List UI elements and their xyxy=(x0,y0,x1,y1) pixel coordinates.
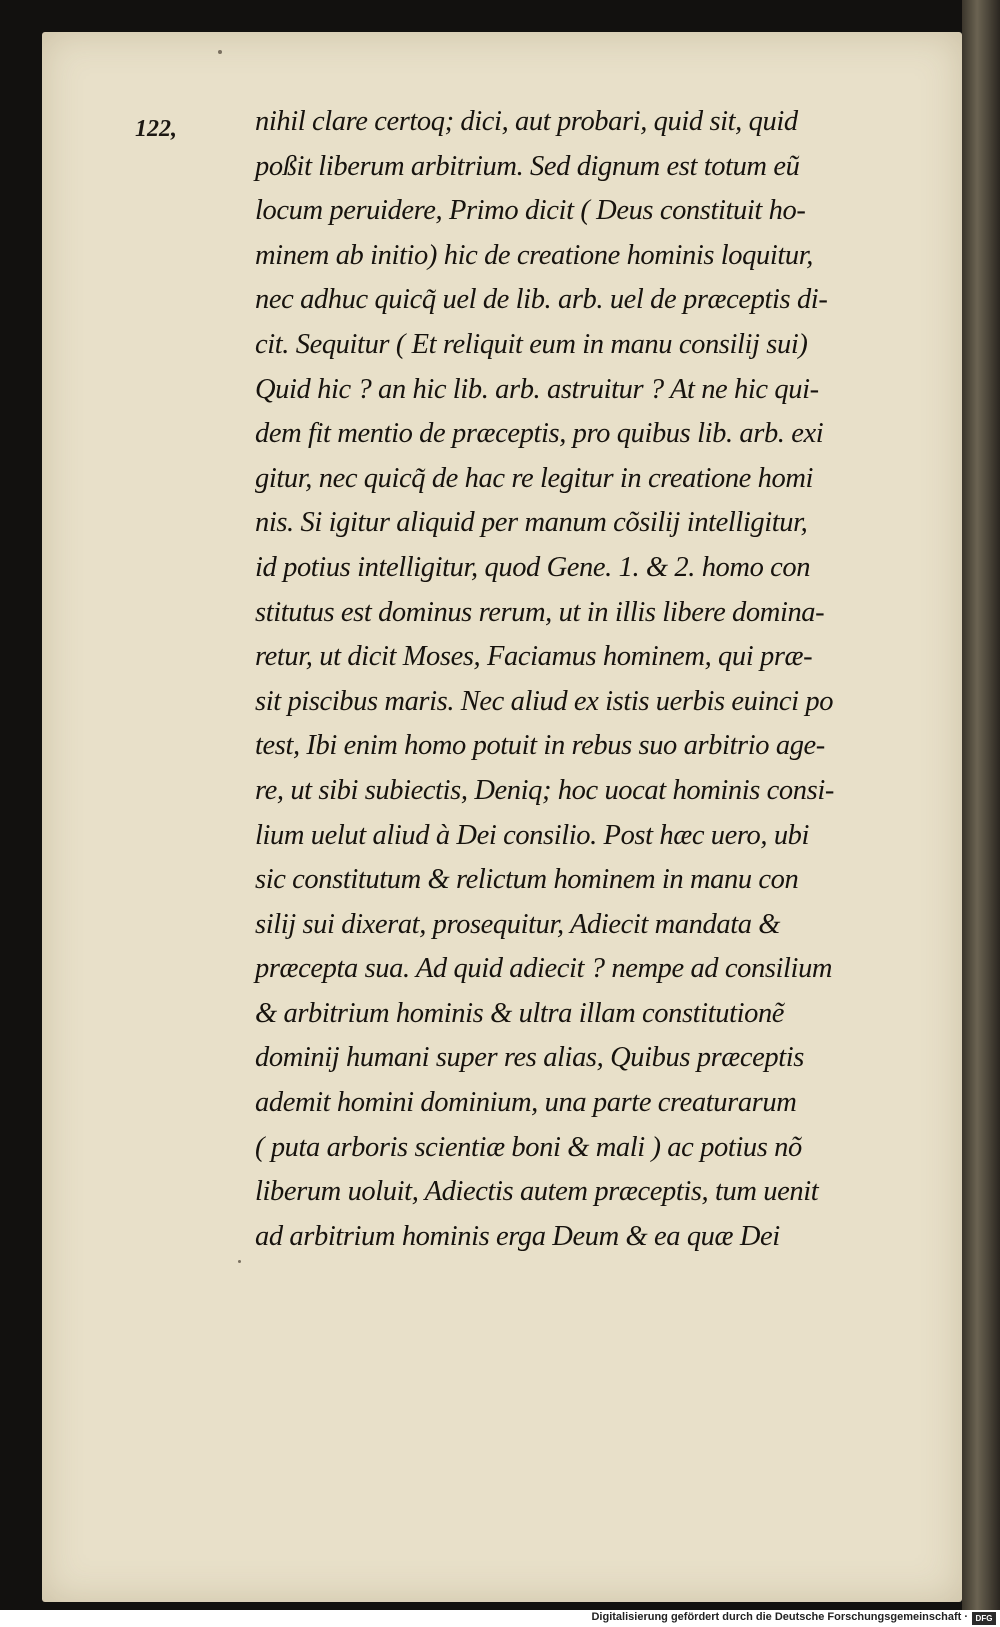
text-line: lium uelut aliud à Dei consilio. Post hæc uero, ubi xyxy=(255,819,810,851)
text-line: re, ut sibi subiectis, Deniq; hoc uocat hominis consi- xyxy=(255,774,834,806)
paper-speck xyxy=(238,1260,241,1263)
page-edge xyxy=(962,0,1000,1610)
text-line: nihil clare certoq; dici, aut probari, quid sit, quid xyxy=(255,106,798,137)
page-number: 122, xyxy=(135,116,177,142)
paper-speck xyxy=(218,50,222,54)
text-line: dem fit mentio de præceptis, pro quibus lib. arb. exi xyxy=(255,418,824,450)
text-line: sit piscibus maris. Nec aliud ex istis uerbis euinci po xyxy=(255,685,834,717)
text-block xyxy=(255,100,945,1259)
footer-credit: Digitalisierung gefördert durch die Deutsche Forschungsgemeinschaft · xyxy=(591,1611,968,1623)
text-line: minem ab initio) hic de creatione hominis loquitur, xyxy=(255,239,813,271)
dfg-logo: DFG xyxy=(972,1612,996,1625)
text-line: locum peruidere, Primo dicit ( Deus constituit ho- xyxy=(255,195,806,227)
text-line: Quid hic ? an hic lib. arb. astruitur ? At ne hic qui- xyxy=(255,373,819,405)
text-line: nec adhuc quicq̃ uel de lib. arb. uel de præceptis di- xyxy=(255,284,828,316)
text-line: ademit homini dominium, una parte creaturarum xyxy=(255,1087,797,1119)
text-line: cit. Sequitur ( Et reliquit eum in manu consilij sui) xyxy=(255,328,808,360)
text-line: stitutus est dominus rerum, ut in illis libere domina- xyxy=(255,596,825,628)
text-line: dominij humani super res alias, Quibus præceptis xyxy=(255,1042,804,1074)
text-line: silij sui dixerat, prosequitur, Adiecit mandata & xyxy=(255,908,781,940)
text-line: ( puta arboris scientiæ boni & mali ) ac potius nõ xyxy=(255,1131,802,1163)
text-line: sic constitutum & relictum hominem in manu con xyxy=(255,864,799,896)
text-line: test, Ibi enim homo potuit in rebus suo arbitrio age- xyxy=(255,730,825,762)
text-line: retur, ut dicit Moses, Faciamus hominem, qui præ- xyxy=(255,641,813,673)
text-line: ad arbitrium hominis erga Deum & ea quæ Dei xyxy=(255,1220,780,1252)
text-line: & arbitrium hominis & ultra illam constitutionẽ xyxy=(255,997,785,1029)
text-line: gitur, nec quicq̃ de hac re legitur in creatione homi xyxy=(255,462,814,494)
text-line: liberum uoluit, Adiectis autem præceptis, tum uenit xyxy=(255,1176,819,1208)
text-line: nis. Si igitur aliquid per manum cõsilij intelligitur, xyxy=(255,507,808,539)
footer-bar xyxy=(0,1610,1000,1627)
text-line: poßit liberum arbitrium. Sed dignum est totum eũ xyxy=(255,150,800,182)
text-line: id potius intelligitur, quod Gene. 1. & 2. homo con xyxy=(255,551,811,583)
text-line: præcepta sua. Ad quid adiecit ? nempe ad consilium xyxy=(255,953,833,985)
